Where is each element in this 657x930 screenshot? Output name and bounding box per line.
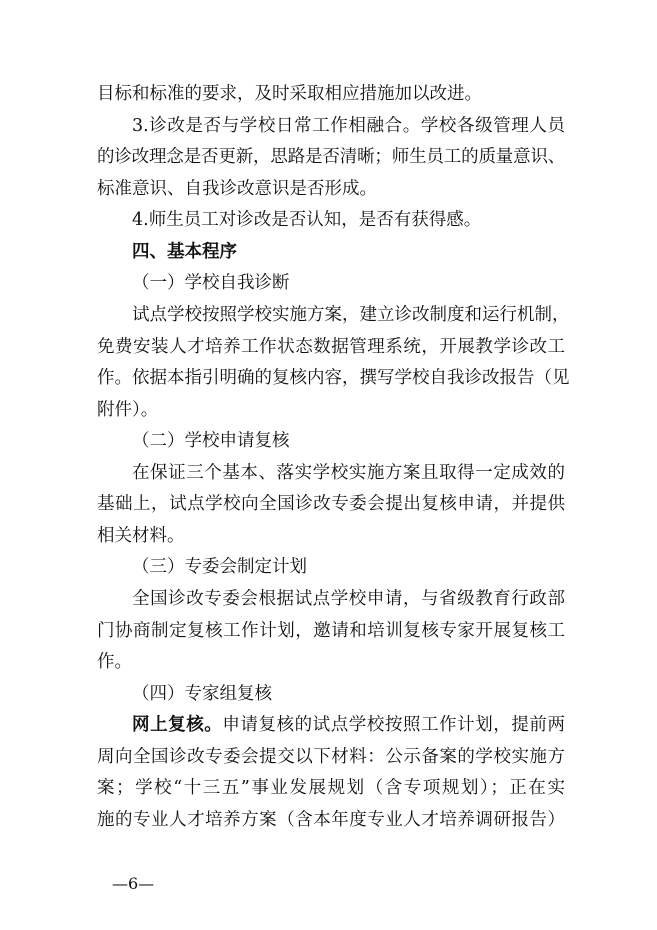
body-line: 的诊改理念是否更新，思路是否清晰；师生员工的质量意识、 [97,147,565,168]
subsection-heading: （四）专家组复核 [132,683,272,704]
body-line: 在保证三个基本、落实学校实施方案且取得一定成效的 [132,462,565,483]
section-heading: 四、基本程序 [132,241,237,262]
body-line [97,710,565,742]
bold-lead-term: 网上复核。 [132,715,223,736]
body-line: 门协商制定复核工作计划，邀请和培训复核专家开展复核工 [97,620,565,641]
body-line: 案；学校“十三五”事业发展规划（含专项规划）；正在实 [97,778,565,799]
body-line: 相关材料。 [97,525,185,546]
body-line: 施的专业人才培养方案（含本年度专业人才培养调研报告） [97,809,565,830]
body-line-text: 申请复核的试点学校按照工作计划，提前两 [222,715,566,736]
document-body [97,79,570,837]
body-line: 作。依据本指引明确的复核内容，撰写学校自我诊改报告（见 [97,368,570,389]
body-line: 免费安装人才培养工作状态数据管理系统，开展教学诊改工 [97,336,565,357]
body-line: 作。 [97,652,132,673]
body-line: 试点学校按照学校实施方案，建立诊改制度和运行机制， [132,304,570,325]
subsection-heading: （三）专委会制定计划 [132,557,307,578]
body-line: 基础上，试点学校向全国诊改专委会提出复核申请，并提供 [97,494,565,515]
subsection-heading: （一）学校自我诊断 [132,273,290,294]
page-number: —6— [112,874,155,893]
list-item-3: 3.诊改是否与学校日常工作相融合。学校各级管理人员 [132,115,565,136]
body-line: 周向全国诊改专委会提交以下材料：公示备案的学校实施方 [97,746,565,767]
list-item-4: 4.师生员工对诊改是否认知，是否有获得感。 [132,210,482,231]
subsection-heading: （二）学校申请复核 [132,431,290,452]
body-line: 目标和标准的要求，及时采取相应措施加以改进。 [97,84,482,104]
body-line: 附件）。 [97,399,159,420]
body-line: 全国诊改专委会根据试点学校申请，与省级教育行政部 [132,589,565,609]
body-line: 标准意识、自我诊改意识是否形成。 [97,178,377,199]
